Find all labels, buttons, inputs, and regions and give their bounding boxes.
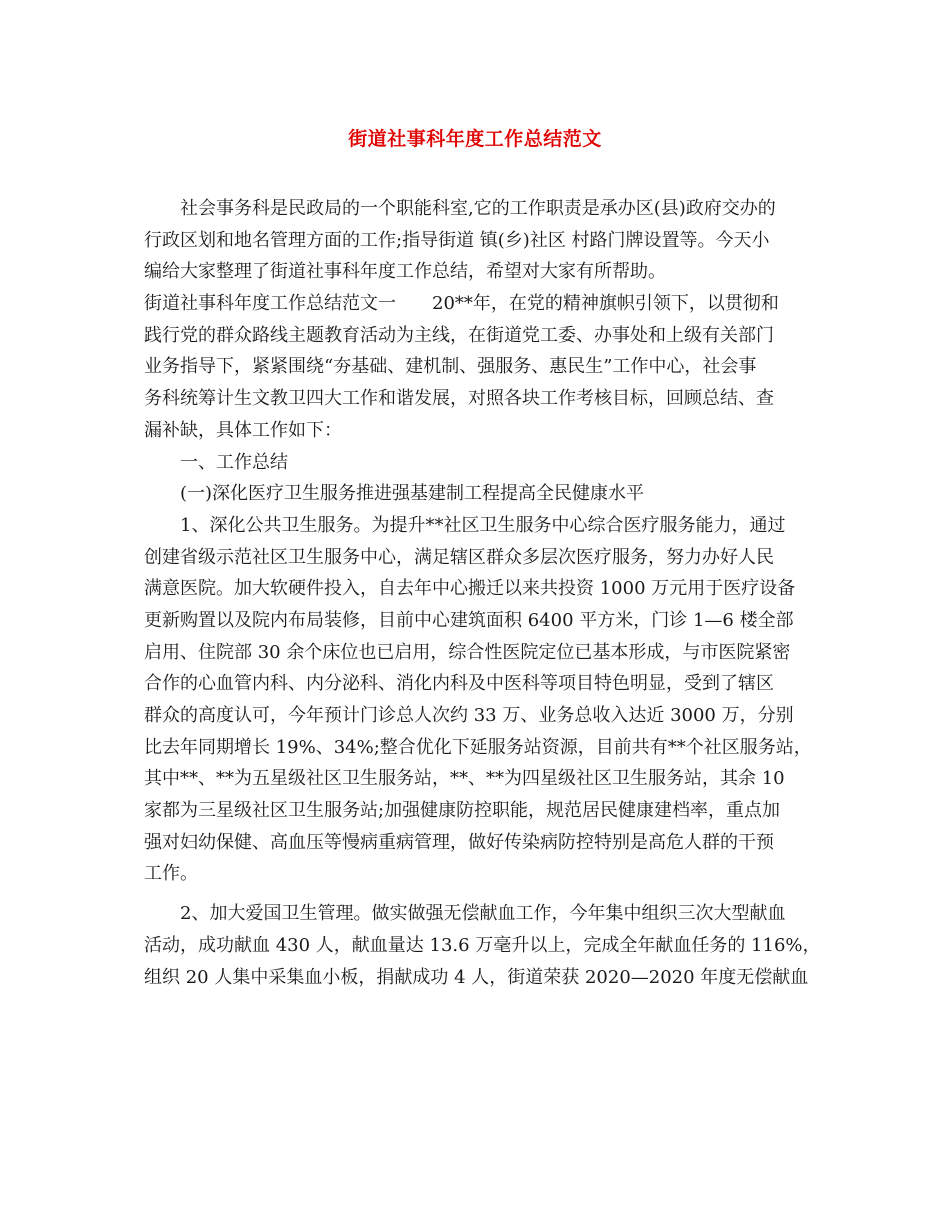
paragraph-line: 比去年同期增长 19%、34%;整合优化下延服务站资源，目前共有**个社区服务站，	[144, 736, 812, 758]
document-title: 街道社事科年度工作总结范文	[348, 128, 602, 150]
paragraph-line: 编给大家整理了街道社事科年度工作总结，希望对大家有所帮助。	[144, 261, 666, 283]
subsection-heading: (一)深化医疗卫生服务推进强基建制工程提高全民健康水平	[180, 483, 645, 505]
paragraph-line: 合作的心血管内科、内分泌科、消化内科及中医科等项目特色明显，受到了辖区	[144, 673, 774, 695]
paragraph-line: 1、深化公共卫生服务。为提升**社区卫生服务中心综合医疗服务能力，通过	[180, 514, 786, 536]
paragraph-line: 践行党的群众路线主题教育活动为主线，在街道党工委、办事处和上级有关部门	[144, 324, 774, 346]
paragraph-line: 工作。	[144, 863, 198, 885]
paragraph-line: 务科统筹计生文教卫四大工作和谐发展，对照各块工作考核目标，回顾总结、查	[144, 388, 774, 410]
paragraph-line: 组织 20 人集中采集血小板，捐献成功 4 人，街道荣获 2020—2020 年度无偿献血	[144, 966, 809, 988]
paragraph-line: 活动，成功献血 430 人，献血量达 13.6 万毫升以上，完成全年献血任务的 116%，	[144, 934, 821, 956]
paragraph-line: 行政区划和地名管理方面的工作;指导街道 镇(乡)社区 村路门牌设置等。今天小	[144, 229, 770, 251]
section-heading: 一、工作总结	[180, 451, 288, 473]
document-body	[144, 193, 821, 993]
paragraph-line: 满意医院。加大软硬件投入，自去年中心搬迁以来共投资 1000 万元用于医疗设备	[144, 578, 796, 600]
paragraph-line: 家都为三星级社区卫生服务站;加强健康防控职能，规范居民健康建档率，重点加	[144, 800, 781, 822]
paragraph-line: 启用、住院部 30 余个床位也已启用，综合性医院定位已基本形成，与市医院紧密	[144, 641, 791, 663]
paragraph-line: 街道社事科年度工作总结范文一 20**年，在党的精神旗帜引领下，以贯彻和	[144, 293, 779, 315]
paragraph-line: 业务指导下，紧紧围绕“夯基础、建机制、强服务、惠民生”工作中心，社会事	[144, 356, 757, 378]
paragraph-line: 漏补缺，具体工作如下：	[144, 419, 342, 441]
paragraph-gap	[144, 890, 808, 898]
paragraph-line: 社会事务科是民政局的一个职能科室,它的工作职责是承办区(县)政府交办的	[180, 198, 776, 219]
paragraph-line: 创建省级示范社区卫生服务中心，满足辖区群众多层次医疗服务，努力办好人民	[144, 546, 774, 568]
paragraph-line: 群众的高度认可，今年预计门诊总人次约 33 万、业务总收入达近 3000 万，分别	[144, 705, 794, 726]
paragraph-line: 更新购置以及院内布局装修，目前中心建筑面积 6400 平方米，门诊 1—6 楼全部	[144, 609, 794, 631]
paragraph-line: 其中**、**为五星级社区卫生服务站，**、**为四星级社区卫生服务站，其余 10	[144, 768, 785, 790]
paragraph-line: 2、加大爱国卫生管理。做实做强无偿献血工作，今年集中组织三次大型献血	[180, 903, 786, 925]
paragraph-line: 强对妇幼保健、高血压等慢病重病管理，做好传染病防控特别是高危人群的干预	[144, 831, 774, 853]
